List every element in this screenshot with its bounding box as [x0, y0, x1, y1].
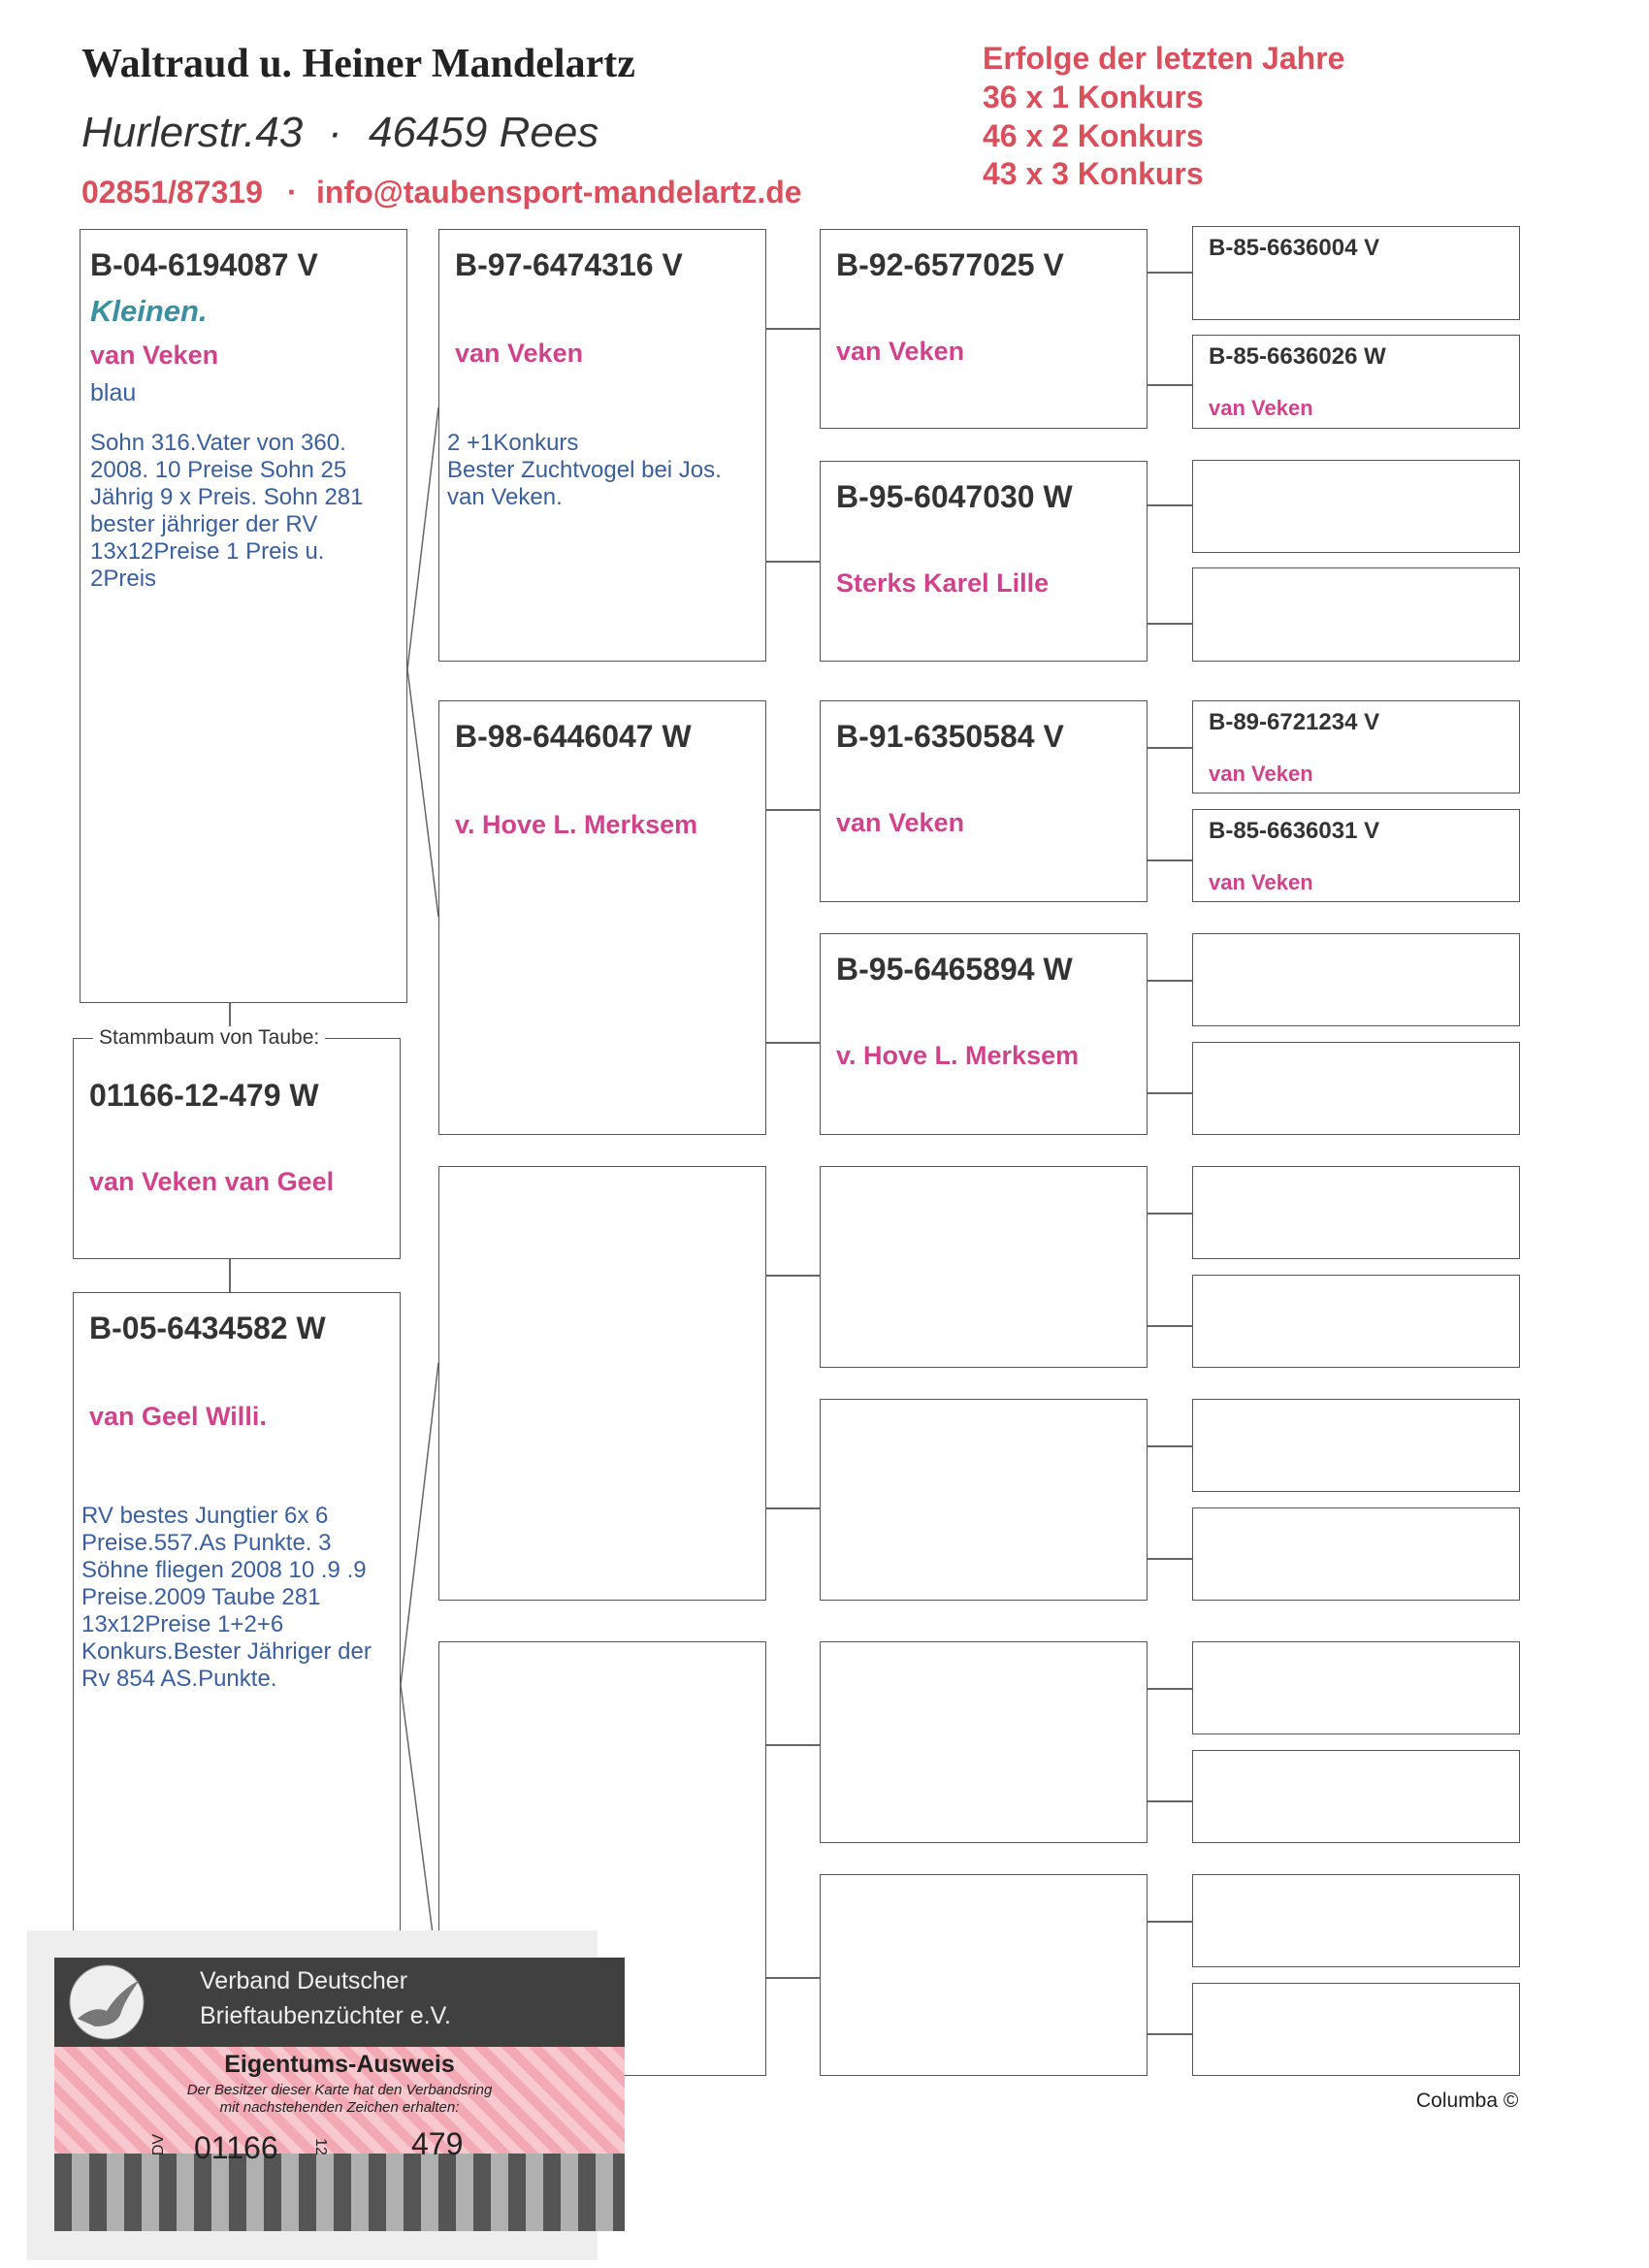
gen4-box-5 — [1192, 700, 1520, 794]
successes-line-3: 43 x 3 Konkurs — [983, 156, 1204, 191]
gen4-box-6 — [1192, 809, 1520, 902]
gen2-box-2 — [438, 700, 766, 1135]
successes-line-1: 36 x 1 Konkurs — [983, 80, 1204, 114]
gen2-notes-1: 2 +1Konkurs Bester Zuchtvogel bei Jos. van Veken. — [447, 430, 722, 510]
gen3-ring-3: B-91-6350584 V — [836, 719, 1064, 754]
gen4-box-12 — [1192, 1507, 1520, 1601]
gen4-box-13 — [1192, 1641, 1520, 1734]
card-header — [54, 1958, 625, 2047]
gen3-box-4 — [820, 933, 1148, 1135]
dove-logo-icon — [60, 1962, 153, 2042]
gen4-box-15 — [1192, 1874, 1520, 1967]
dam-breeder: van Geel Willi. — [89, 1402, 267, 1431]
subject-ring: 01166-12-479 W — [89, 1078, 319, 1113]
successes-title: Erfolge der letzten Jahre — [983, 41, 1345, 76]
gen4-box-8 — [1192, 1042, 1520, 1135]
owner-name: Waltraud u. Heiner Mandelartz — [81, 42, 635, 86]
gen2-ring-2: B-98-6446047 W — [455, 719, 692, 754]
gen3-box-1 — [820, 229, 1148, 429]
card-club-number: 01166 — [194, 2130, 278, 2165]
gen3-breeder-3: van Veken — [836, 808, 965, 837]
gen2-breeder-2: v. Hove L. Merksem — [455, 810, 698, 839]
gen3-box-3 — [820, 700, 1148, 902]
gen3-box-6 — [820, 1399, 1148, 1601]
card-org-line-2: Brieftaubenzüchter e.V. — [200, 2002, 451, 2029]
gen3-ring-2: B-95-6047030 W — [836, 479, 1073, 514]
owner-city: 46459 Rees — [369, 109, 599, 156]
sire-ring: B-04-6194087 V — [90, 247, 318, 282]
dam-notes: RV bestes Jungtier 6x 6 Preise.557.As Punkte. 3 Söhne fliegen 2008 10 .9 .9 Preise.2009 Taube 281 13x12Preise 1+2+6 Konkurs.Bester Jähriger der Rv 854 AS.Punkte. — [81, 1503, 372, 1692]
card-year: 12 — [311, 2138, 329, 2155]
card-prefix: DV — [150, 2133, 168, 2156]
card-title: Eigentums-Ausweis — [224, 2051, 455, 2078]
sire-breeder: van Veken — [90, 340, 219, 370]
owner-street: Hurlerstr.43 — [81, 109, 304, 156]
sire-notes: Sohn 316.Vater von 360. 2008. 10 Preise Sohn 25 Jährig 9 x Preis. Sohn 281 bester jähriger der RV 13x12Preise 1 Preis u. 2Preis — [90, 430, 364, 592]
footer-brand: Columba © — [1416, 2090, 1519, 2112]
successes-line-2: 46 x 2 Konkurs — [983, 118, 1204, 153]
card-org-line-1: Verband Deutscher — [200, 1967, 408, 1994]
gen4-box-14 — [1192, 1750, 1520, 1843]
gen3-breeder-2: Sterks Karel Lille — [836, 568, 1050, 598]
gen4-box-11 — [1192, 1399, 1520, 1492]
address-separator: · — [328, 109, 342, 156]
gen4-ring-4: B-85-6636031 V — [1209, 818, 1380, 844]
gen2-ring-1: B-97-6474316 V — [455, 247, 683, 282]
gen4-box-9 — [1192, 1166, 1520, 1259]
gen3-box-2 — [820, 461, 1148, 662]
gen4-breeder-3: van Veken — [1209, 761, 1313, 786]
gen4-box-7 — [1192, 933, 1520, 1026]
gen2-breeder-1: van Veken — [455, 339, 584, 368]
gen4-box-3 — [1192, 460, 1520, 553]
card-text-1: Der Besitzer dieser Karte hat den Verbandsring — [186, 2082, 493, 2098]
card-text-2: mit nachstehenden Zeichen erhalten: — [219, 2099, 460, 2116]
gen3-ring-4: B-95-6465894 W — [836, 952, 1073, 987]
gen4-ring-2: B-85-6636026 W — [1209, 343, 1386, 370]
gen4-breeder-4: van Veken — [1209, 870, 1313, 894]
sire-color: blau — [90, 379, 137, 406]
gen4-ring-1: B-85-6636004 V — [1209, 235, 1380, 261]
subject-label: Stammbaum von Taube: — [93, 1026, 325, 1050]
owner-email[interactable]: info@taubensport-mandelartz.de — [316, 175, 802, 210]
gen3-box-7 — [820, 1641, 1148, 1843]
sire-name: Kleinen. — [90, 294, 208, 328]
gen2-box-3 — [438, 1166, 766, 1601]
gen4-breeder-2: van Veken — [1209, 396, 1313, 420]
gen4-box-1 — [1192, 226, 1520, 320]
gen3-box-8 — [820, 1874, 1148, 2076]
card-ring-number: 479 — [411, 2126, 464, 2161]
gen3-ring-1: B-92-6577025 V — [836, 247, 1064, 282]
card-bottom-pattern — [54, 2154, 625, 2231]
gen3-box-5 — [820, 1166, 1148, 1368]
gen3-breeder-1: van Veken — [836, 337, 965, 366]
gen4-box-10 — [1192, 1275, 1520, 1368]
ownership-card — [27, 1930, 598, 2260]
gen4-box-16 — [1192, 1983, 1520, 2076]
gen2-box-1 — [438, 229, 766, 662]
gen4-box-2 — [1192, 335, 1520, 429]
owner-phone: 02851/87319 — [81, 175, 263, 210]
gen3-breeder-4: v. Hove L. Merksem — [836, 1041, 1080, 1070]
gen4-ring-3: B-89-6721234 V — [1209, 709, 1380, 735]
gen4-box-4 — [1192, 567, 1520, 662]
dam-ring: B-05-6434582 W — [89, 1311, 326, 1345]
contact-separator: · — [287, 175, 298, 210]
subject-breeder: van Veken van Geel — [89, 1167, 335, 1196]
